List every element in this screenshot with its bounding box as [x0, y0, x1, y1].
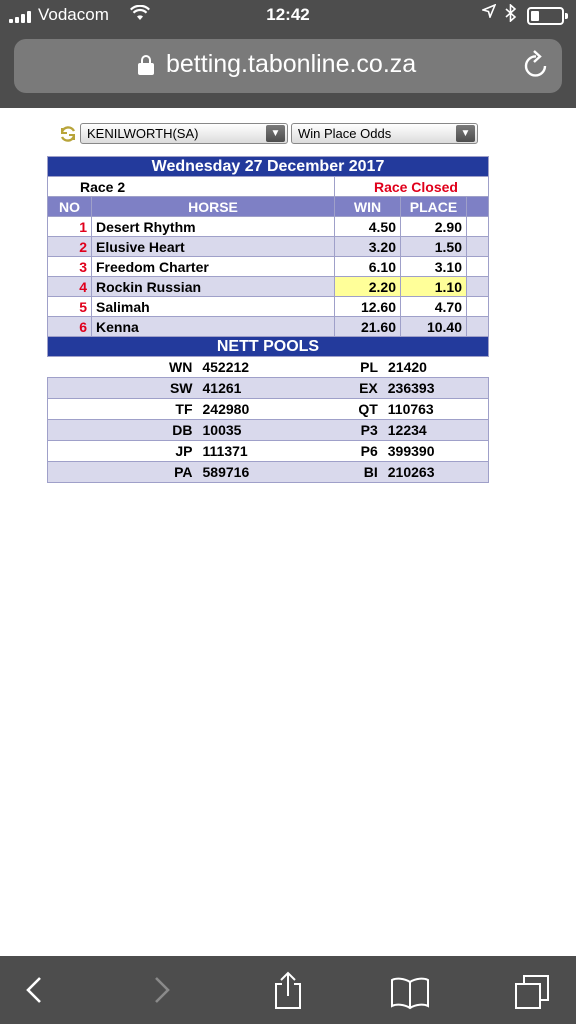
place-odds-favourite: 1.10: [401, 277, 467, 297]
runner-row[interactable]: [48, 317, 489, 337]
pool-code: P3: [303, 420, 384, 440]
browser-chrome: [0, 0, 576, 108]
race-status: Race Closed: [335, 177, 489, 197]
pool-code: QT: [303, 399, 384, 419]
reload-icon[interactable]: [522, 49, 550, 86]
pool-code: DB: [48, 420, 199, 440]
pool-value: 41261: [199, 378, 303, 398]
pool-value: 452212: [198, 357, 302, 377]
dropdown-arrow-icon[interactable]: ▼: [266, 125, 285, 142]
pool-code: BI: [303, 462, 384, 482]
pool-value: 21420: [384, 357, 488, 377]
pool-value: 210263: [384, 462, 488, 482]
runner-row[interactable]: [48, 297, 489, 317]
lock-icon: [138, 55, 154, 75]
pools-header: [48, 337, 489, 357]
horse-name: Desert Rhythm: [92, 217, 335, 237]
col-win: WIN: [335, 197, 401, 217]
pool-code: JP: [48, 441, 199, 461]
pool-value: 399390: [384, 441, 488, 461]
pool-row: [48, 399, 489, 420]
pool-value: 12234: [384, 420, 488, 440]
pool-code: TF: [48, 399, 199, 419]
status-time: 12:42: [266, 5, 310, 24]
address-bar[interactable]: [14, 39, 562, 93]
odds-table: [47, 156, 489, 483]
race-info-row: [48, 177, 489, 197]
bluetooth-icon: [505, 4, 517, 27]
view-select-value: Win Place Odds: [298, 126, 392, 141]
runner-row[interactable]: [48, 237, 489, 257]
runner-row[interactable]: [48, 277, 489, 297]
race-label: Race 2: [48, 177, 335, 197]
horse-name: Freedom Charter: [92, 257, 335, 277]
pool-code: PL: [303, 357, 384, 377]
pools-title: NETT POOLS: [48, 337, 489, 357]
place-odds: 4.70: [401, 297, 467, 317]
track-select[interactable]: [80, 123, 288, 144]
horse-name: Salimah: [92, 297, 335, 317]
date-header: [48, 157, 489, 177]
place-odds: 3.10: [401, 257, 467, 277]
column-header-row: [48, 197, 489, 217]
pool-code: P6: [303, 441, 384, 461]
runner-number: 3: [48, 257, 92, 277]
pool-value: 10035: [199, 420, 303, 440]
win-odds: 3.20: [335, 237, 401, 257]
refresh-icon[interactable]: [59, 125, 77, 143]
pool-code: PA: [48, 462, 199, 482]
pool-value: 236393: [384, 378, 488, 398]
battery-icon: [527, 7, 564, 25]
pool-row: [48, 378, 489, 399]
pool-row: [48, 357, 489, 378]
tabs-icon[interactable]: [512, 970, 552, 1010]
runner-number: 5: [48, 297, 92, 317]
pool-row: [48, 420, 489, 441]
browser-toolbar: [0, 956, 576, 1024]
col-horse: HORSE: [92, 197, 335, 217]
location-icon: [482, 4, 496, 23]
pool-value: 242980: [199, 399, 303, 419]
place-odds: 2.90: [401, 217, 467, 237]
win-odds: 4.50: [335, 217, 401, 237]
bookmarks-icon[interactable]: [390, 970, 430, 1010]
pool-value: 589716: [199, 462, 303, 482]
status-bar: [0, 0, 576, 34]
col-place: PLACE: [401, 197, 467, 217]
horse-name: Kenna: [92, 317, 335, 337]
win-odds: 12.60: [335, 297, 401, 317]
pool-code: WN: [48, 357, 199, 377]
carrier-name: Vodacom: [38, 5, 109, 24]
pool-code: SW: [48, 378, 199, 398]
back-icon[interactable]: [16, 970, 56, 1010]
pool-value: 110763: [384, 399, 488, 419]
place-odds: 1.50: [401, 237, 467, 257]
pool-value: 111371: [199, 441, 303, 461]
runner-number: 4: [48, 277, 92, 297]
runner-number: 1: [48, 217, 92, 237]
share-icon[interactable]: [268, 970, 308, 1010]
horse-name: Rockin Russian: [92, 277, 335, 297]
horse-name: Elusive Heart: [92, 237, 335, 257]
dropdown-arrow-icon[interactable]: ▼: [456, 125, 475, 142]
win-odds: 21.60: [335, 317, 401, 337]
runner-number: 6: [48, 317, 92, 337]
pool-row: [48, 441, 489, 462]
win-odds: 6.10: [335, 257, 401, 277]
runner-row[interactable]: [48, 217, 489, 237]
race-date: Wednesday 27 December 2017: [48, 157, 489, 177]
col-no: NO: [48, 197, 92, 217]
runner-number: 2: [48, 237, 92, 257]
place-odds: 10.40: [401, 317, 467, 337]
win-odds-favourite: 2.20: [335, 277, 401, 297]
pool-row: [48, 462, 489, 483]
forward-icon[interactable]: [140, 970, 180, 1010]
pool-code: EX: [303, 378, 384, 398]
runner-row[interactable]: [48, 257, 489, 277]
view-select[interactable]: [291, 123, 478, 144]
track-select-value: KENILWORTH(SA): [87, 126, 199, 141]
url-text[interactable]: betting.tabonline.co.za: [166, 50, 417, 78]
